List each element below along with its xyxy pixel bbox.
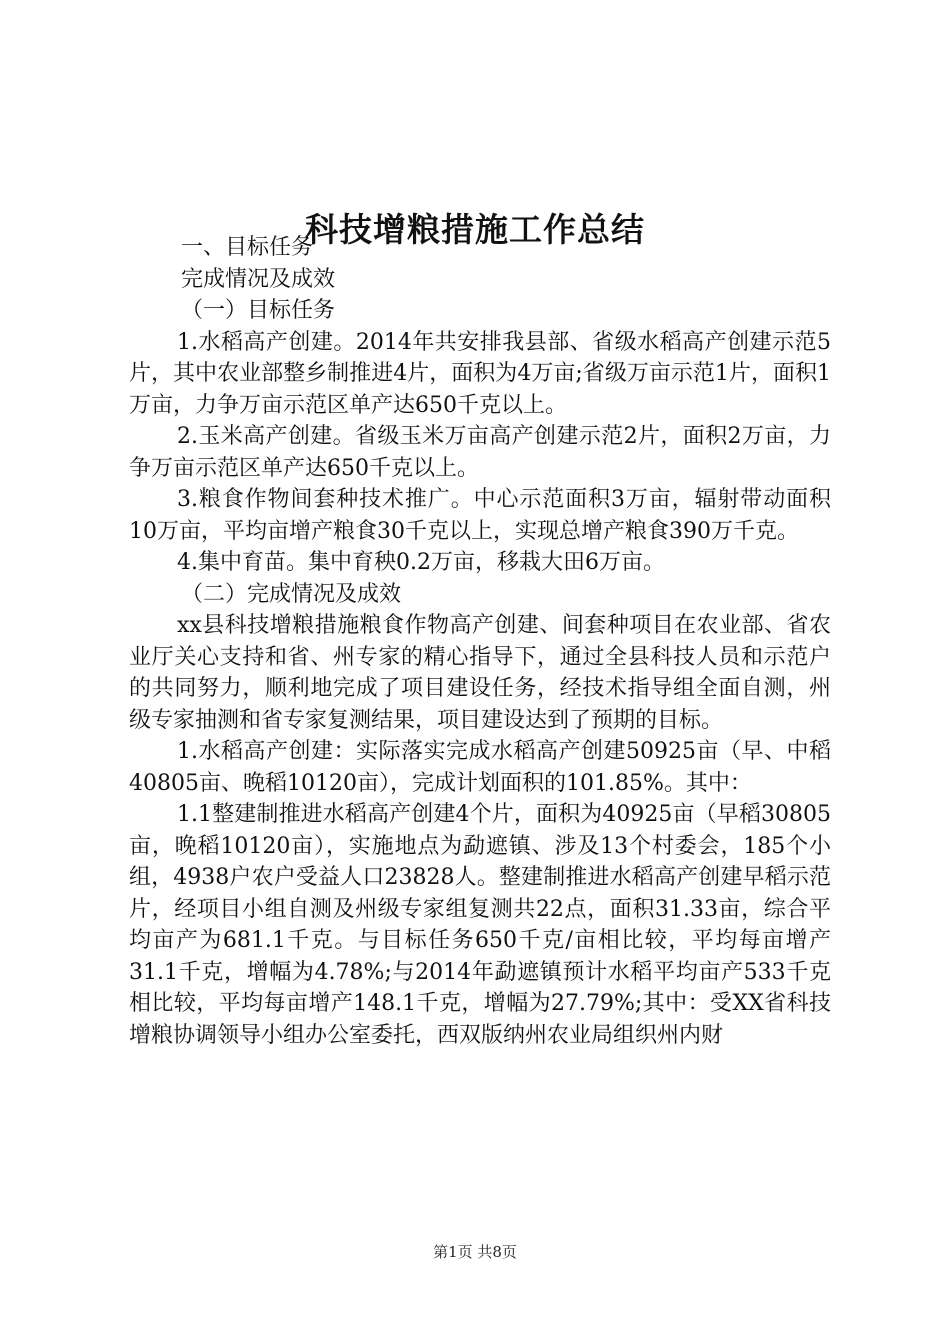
paragraph-corn-target: 2.玉米高产创建。省级玉米万亩高产创建示范2片，面积2万亩，力争万亩示范区单产达650千克以上。 bbox=[129, 424, 831, 481]
page-number-footer: 第1页 共8页 bbox=[433, 1243, 517, 1261]
paragraph-rice-detail: 1.1整建制推进水稻高产创建4个片，面积为40925亩（早稻30805亩，晚稻10120亩），实施地点为勐遮镇、涉及13个村委会，185个小组，4938户农户受益人口23828人。整建制推进水稻高产创建早稻示范片，经项目小组自测及州级专家组复测共22点，面积31.33亩，综合平均亩产为681.1千克。与目标任务650千克/亩相比较，平均每亩增产31.1千克，增幅为4.78%;与2014年勐遮镇预计水稻平均亩产533千克相比较，平均每亩增产148.1千克，增幅为27.79%;其中：受XX省科技增粮协调领导小组办公室委托，西双版纳州农业局组织州内财 bbox=[129, 802, 831, 1048]
paragraph-intercropping-target: 3.粮食作物间套种技术推广。中心示范面积3万亩，辐射带动面积10万亩，平均亩增产粮食30千克以上，实现总增产粮食390万千克。 bbox=[129, 487, 831, 544]
document-body bbox=[129, 232, 831, 1051]
heading-targets-1: 一、目标任务 bbox=[181, 235, 314, 260]
document-title: 科技增粮措施工作总结 bbox=[305, 210, 645, 250]
heading-completion: 完成情况及成效 bbox=[181, 266, 336, 292]
paragraph-rice-target: 1.水稻高产创建。2014年共安排我县部、省级水稻高产创建示范5片，其中农业部整乡制推进4片，面积为4万亩;省级万亩示范1片，面积1万亩，力争万亩示范区单产达650千克以上。 bbox=[129, 329, 831, 418]
paragraph-overview: xx县科技增粮措施粮食作物高产创建、间套种项目在农业部、省农业厅关心支持和省、州专家的精心指导下，通过全县科技人员和示范户的共同努力，顺利地完成了项目建设任务，经技术指导组全面自测，州级专家抽测和省专家复测结果，项目建设达到了预期的目标。 bbox=[129, 613, 831, 733]
heading-section-two: （二）完成情况及成效 bbox=[181, 581, 402, 607]
paragraph-seedling-target: 4.集中育苗。集中育秧0.2万亩，移栽大田6万亩。 bbox=[177, 550, 665, 575]
paragraph-rice-result: 1.水稻高产创建：实际落实完成水稻高产创建50925亩（早、中稻40805亩、晚稻10120亩），完成计划面积的101.85%。其中： bbox=[129, 739, 831, 796]
heading-section-one: （一）目标任务 bbox=[181, 298, 336, 323]
